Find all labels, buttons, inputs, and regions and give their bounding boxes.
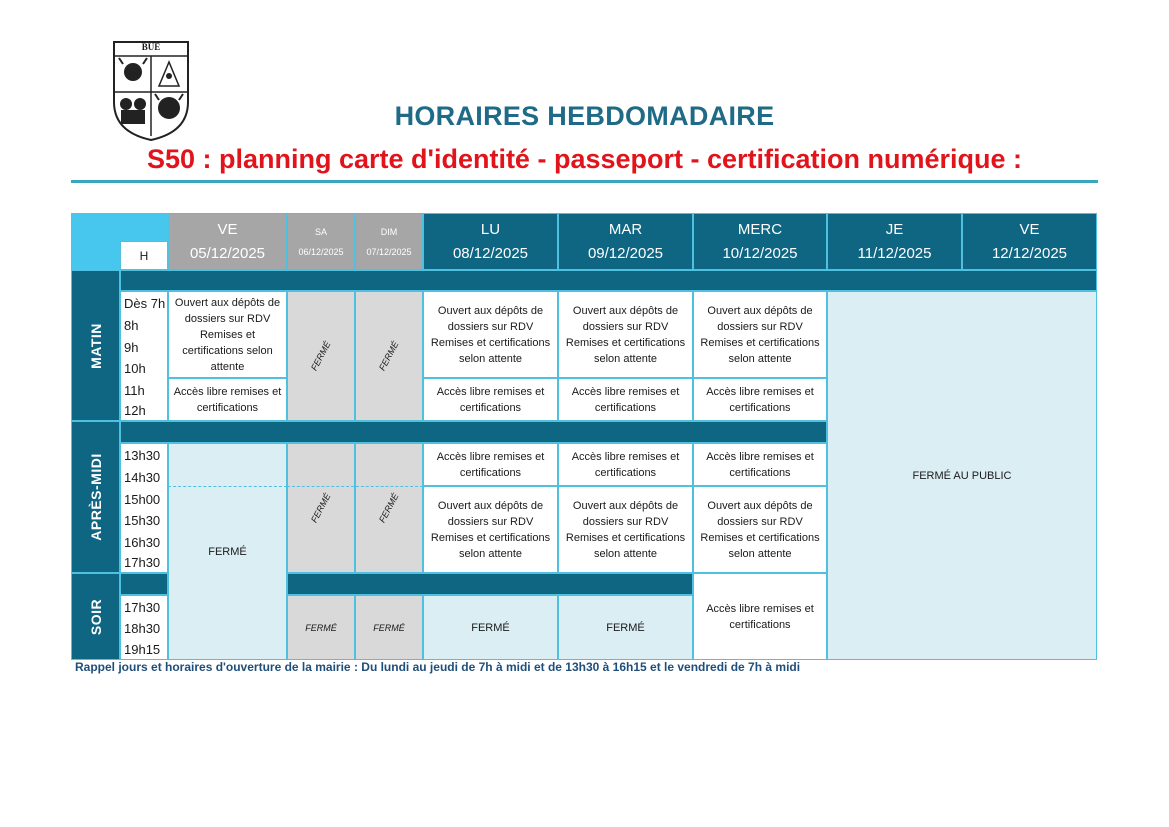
schedule-cell	[168, 443, 287, 660]
schedule-cell: Accès libre remises et certifications	[693, 378, 827, 421]
header-corner-top	[120, 213, 168, 241]
separator-band	[120, 270, 1097, 291]
cell-text: FERMÉ	[377, 491, 401, 525]
day-header	[355, 213, 423, 270]
day-date: 05/12/2025	[189, 244, 266, 262]
time-label: 19h15	[124, 642, 161, 657]
period-label: MATIN	[87, 322, 104, 369]
day-name: VE	[217, 220, 238, 238]
day-header	[693, 213, 827, 270]
day-date: 06/12/2025	[298, 246, 344, 257]
schedule-cell: Accès libre remises et certifications	[693, 443, 827, 486]
times-matin	[120, 291, 168, 421]
separator-band	[120, 573, 168, 595]
schedule-cell	[287, 443, 355, 573]
schedule-cell: Accès libre remises et certifications	[693, 573, 827, 660]
day-header	[287, 213, 355, 270]
schedule-cell-closed-public: FERMÉ AU PUBLIC	[827, 291, 1097, 660]
schedule-cell: Accès libre remises et certifications	[558, 443, 693, 486]
schedule-cell: Accès libre remises et certifications	[558, 378, 693, 421]
separator-band	[287, 573, 693, 595]
day-name: VE	[1019, 220, 1040, 238]
day-header	[168, 213, 287, 270]
crest-label: BUÉ	[141, 42, 161, 52]
schedule-cell: Ouvert aux dépôts de dossiers sur RDV Remises et certifications selon attente	[558, 486, 693, 573]
time-label: 11h	[124, 383, 145, 398]
period-label: APRÈS-MIDI	[87, 453, 104, 541]
day-name: JE	[885, 220, 904, 238]
time-label: 12h	[124, 403, 146, 418]
day-header	[827, 213, 962, 270]
schedule-cell: Accès libre remises et certifications	[168, 378, 287, 421]
cell-text: FERMÉ	[377, 339, 401, 373]
time-label: 10h	[124, 361, 146, 376]
day-date: 09/12/2025	[587, 244, 664, 262]
period-matin	[71, 270, 120, 421]
day-header	[962, 213, 1097, 270]
day-header	[558, 213, 693, 270]
period-apres-midi	[71, 421, 120, 573]
day-name: DIM	[380, 226, 398, 237]
cell-text: FERMÉ	[309, 491, 333, 525]
schedule-cell	[355, 443, 423, 573]
time-label: 15h30	[124, 513, 161, 528]
dashed-divider	[287, 486, 423, 487]
schedule-cell	[287, 291, 355, 421]
day-date: 12/12/2025	[991, 244, 1068, 262]
opening-hours-note: Rappel jours et horaires d'ouverture de la mairie : Du lundi au jeudi de 7h à midi et de 13h30 à 16h15 et le vendredi de 7h à midi	[75, 660, 801, 674]
schedule-cell: FERMÉ	[423, 595, 558, 660]
schedule-cell: Ouvert aux dépôts de dossiers sur RDV Remises et certifications selon attente	[423, 291, 558, 378]
time-label: 13h30	[124, 448, 161, 463]
cell-text: FERMÉ	[309, 339, 333, 373]
day-header	[423, 213, 558, 270]
time-label: 17h30	[124, 600, 161, 615]
time-label: 18h30	[124, 621, 161, 636]
times-soir	[120, 595, 168, 660]
schedule-cell: Ouvert aux dépôts de dossiers sur RDV Remises et certifications selon attente	[693, 486, 827, 573]
schedule-cell: FERMÉ	[287, 595, 355, 660]
schedule-cell: Accès libre remises et certifications	[423, 378, 558, 421]
title-rule	[71, 180, 1098, 183]
day-date: 08/12/2025	[452, 244, 529, 262]
day-name: MERC	[737, 220, 783, 238]
day-date: 07/12/2025	[366, 246, 412, 257]
schedule-cell	[355, 291, 423, 421]
page-title: HORAIRES HEBDOMADAIRE	[394, 101, 775, 131]
day-name: LU	[480, 220, 501, 238]
period-soir	[71, 573, 120, 660]
times-apres-midi	[120, 443, 168, 573]
schedule-cell: Ouvert aux dépôts de dossiers sur RDV Remises et certifications selon attente	[693, 291, 827, 378]
cell-text: FERMÉ	[208, 545, 247, 558]
time-label: 9h	[124, 340, 139, 355]
time-label: 14h30	[124, 470, 161, 485]
schedule-cell: Ouvert aux dépôts de dossiers sur RDV Remises et certifications selon attente	[558, 291, 693, 378]
time-label: Dès 7h	[124, 296, 166, 311]
day-date: 11/12/2025	[857, 244, 932, 262]
schedule-cell: Ouvert aux dépôts de dossiers sur RDV Remises et certifications selon attente	[168, 291, 287, 378]
period-label: SOIR	[87, 598, 104, 635]
time-label: 17h30	[124, 555, 161, 570]
time-label: 16h30	[124, 535, 161, 550]
schedule-cell: FERMÉ	[355, 595, 423, 660]
day-name: SA	[314, 226, 327, 237]
schedule-cell: FERMÉ	[558, 595, 693, 660]
header-corner	[71, 213, 120, 270]
page-subtitle: S50 : planning carte d'identité - passeport - certification numérique :	[146, 144, 1023, 174]
day-name: MAR	[608, 220, 643, 238]
hour-header: H	[120, 241, 168, 270]
schedule-cell: Ouvert aux dépôts de dossiers sur RDV Remises et certifications selon attente	[423, 486, 558, 573]
dashed-divider	[168, 486, 287, 487]
time-label: 15h00	[124, 492, 161, 507]
time-label: 8h	[124, 318, 139, 333]
separator-band	[120, 421, 827, 443]
day-date: 10/12/2025	[722, 244, 798, 262]
schedule-cell: Accès libre remises et certifications	[423, 443, 558, 486]
